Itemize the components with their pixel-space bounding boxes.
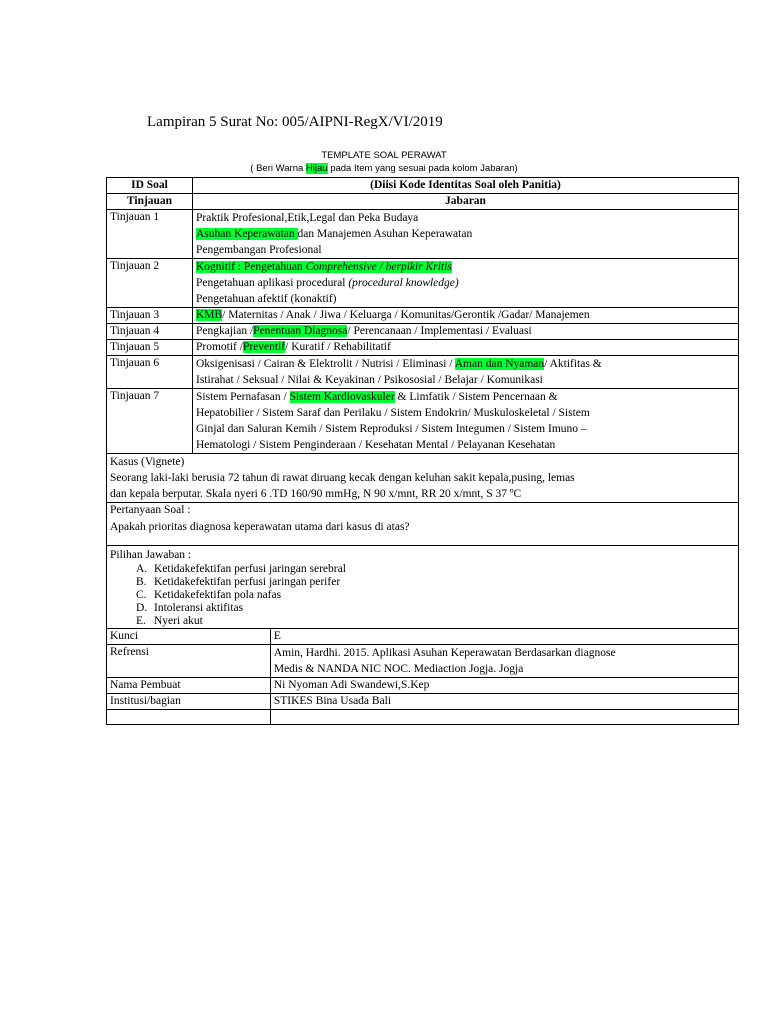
refrensi-line1: Amin, Hardhi. 2015. Aplikasi Asuhan Keperawatan Berdasarkan diagnose [273, 647, 616, 659]
refrensi-line2: Medis & NANDA NIC NOC. Mediaction Jogja. Jogja [273, 663, 524, 675]
t3-highlight: KMB [196, 309, 223, 321]
id-soal-value: (Diisi Kode Identitas Soal oleh Panitia) [193, 178, 739, 194]
id-soal-label: ID Soal [107, 178, 193, 194]
pertanyaan-content [107, 503, 739, 546]
pembuat-value: Ni Nyoman Adi Swandewi,S.Kep [270, 678, 738, 694]
institusi-value: STIKES Bina Usada Bali [270, 694, 738, 710]
pilihan-label: Pilihan Jawaban : [110, 549, 192, 561]
row-tinjauan-5 [107, 340, 739, 356]
t2-line2 [196, 275, 735, 291]
t7-line1 [196, 389, 735, 405]
t1-highlight: Asuhan Keperawatan [196, 228, 298, 240]
kunci-value: E [270, 629, 738, 645]
t6-highlight: Aman dan Nyaman [454, 358, 545, 370]
tinjauan-2-content [193, 259, 739, 308]
option-b-text: Ketidakefektifan perfusi jaringan perifer [154, 576, 341, 588]
tinjauan-7-content [193, 389, 739, 454]
row-institusi [107, 694, 739, 710]
answer-options [110, 563, 735, 628]
option-d-letter: D. [136, 602, 148, 614]
row-id-soal [107, 178, 739, 194]
row-tinjauan-3 [107, 308, 739, 324]
option-d-text: Intoleransi aktifitas [154, 602, 244, 614]
row-pembuat [107, 678, 739, 694]
pertanyaan-text: Apakah prioritas diagnosa keperawatan utama dari kasus di atas? [110, 521, 410, 533]
row-tinjauan-7 [107, 389, 739, 454]
t7-line2: Hepatobilier / Sistem Saraf dan Perilaku / Sistem Endokrin/ Muskuloskeletal / Sistem [196, 407, 590, 419]
row-pilihan [107, 546, 739, 629]
t7-highlight: Sistem Kardiovaskuler [289, 391, 395, 403]
tinjauan-header: Tinjauan [107, 194, 193, 210]
tinjauan-1-content [193, 210, 739, 259]
t5-highlight: Preventif [242, 341, 286, 353]
kasus-line2: dan kepala berputar. Skala nyeri 6 .TD 160/90 mmHg, N 90 x/mnt, RR 20 x/mnt, S 37 ºC [110, 488, 522, 500]
option-a-text: Ketidakefektifan perfusi jaringan serebral [154, 563, 346, 575]
note-highlight: Hijau [305, 163, 328, 174]
tinjauan-1-label: Tinjauan 1 [107, 210, 193, 259]
t6-line1 [196, 356, 735, 372]
t5-post: / Kuratif / Rehabilitatif [285, 341, 391, 353]
pembuat-label: Nama Pembuat [107, 678, 271, 694]
t4-post: / Perencanaan / Implementasi / Evaluasi [347, 325, 532, 337]
row-tinjauan-1 [107, 210, 739, 259]
row-kasus [107, 454, 739, 503]
row-tinjauan-6 [107, 356, 739, 389]
option-c-text: Ketidakefektifan pola nafas [154, 589, 282, 601]
t4-highlight: Penentuan Diagnosa [253, 325, 348, 337]
t1-line2-rest: dan Manajemen Asuhan Keperawatan [297, 228, 473, 240]
option-c-letter: C. [136, 589, 147, 601]
kasus-label: Kasus (Vignete) [110, 456, 185, 468]
tinjauan-4-content [193, 324, 739, 340]
tinjauan-5-content [193, 340, 739, 356]
question-template-table [106, 177, 739, 725]
option-a-letter: A. [136, 563, 148, 575]
letter-reference: Lampiran 5 Surat No: 005/AIPNI-RegX/VI/2019 [147, 114, 443, 130]
row-header [107, 194, 739, 210]
row-empty [107, 710, 739, 725]
row-tinjauan-4 [107, 324, 739, 340]
t2-line1 [196, 259, 735, 275]
option-b [136, 576, 735, 589]
kasus-line1: Seorang laki-laki berusia 72 tahun di rawat diruang kecak dengan keluhan sakit kepala,pusing, lemas [110, 472, 575, 484]
option-d [136, 602, 735, 615]
option-e-text: Nyeri akut [154, 615, 203, 627]
refrensi-label: Refrensi [107, 645, 271, 678]
row-tinjauan-2 [107, 259, 739, 308]
template-note [0, 163, 768, 174]
row-pertanyaan [107, 503, 739, 546]
empty-label-cell [107, 710, 271, 725]
t1-line1: Praktik Profesional,Etik,Legal dan Peka Budaya [196, 212, 419, 224]
t5-pre: Promotif / [196, 341, 243, 353]
tinjauan-3-label: Tinjauan 3 [107, 308, 193, 324]
t2-line2-a: Pengetahuan aplikasi procedural [196, 277, 349, 289]
note-post: pada Item yang sesuai pada kolom Jabaran) [327, 163, 518, 174]
t2-line2-b: (procedural knowledge) [348, 277, 459, 289]
t1-line2 [196, 226, 735, 242]
row-refrensi [107, 645, 739, 678]
option-a [136, 563, 735, 576]
tinjauan-3-content [193, 308, 739, 324]
tinjauan-6-label: Tinjauan 6 [107, 356, 193, 389]
empty-value-cell [270, 710, 738, 725]
t6-pre: Oksigenisasi / Cairan & Elektrolit / Nutrisi / Eliminasi / [196, 358, 455, 370]
t7-post: & Limfatik / Sistem Pencernaan & [394, 391, 558, 403]
option-c [136, 589, 735, 602]
t4-pre: Pengkajian / [196, 325, 254, 337]
t7-pre: Sistem Pernafasan / [196, 391, 290, 403]
tinjauan-7-label: Tinjauan 7 [107, 389, 193, 454]
refrensi-value [270, 645, 738, 678]
kasus-content [107, 454, 739, 503]
pilihan-content [107, 546, 739, 629]
t2-highlight-b: Comprehensive / berpikir Kritis [305, 261, 452, 273]
option-e [136, 615, 735, 628]
tinjauan-6-content [193, 356, 739, 389]
t3-rest: / Maternitas / Anak / Jiwa / Keluarga / Komunitas/Gerontik /Gadar/ Manajemen [222, 309, 590, 321]
option-e-letter: E. [136, 615, 146, 627]
tinjauan-4-label: Tinjauan 4 [107, 324, 193, 340]
note-pre: ( Beri Warna [250, 163, 306, 174]
t6-post: / Aktifitas & [544, 358, 602, 370]
tinjauan-5-label: Tinjauan 5 [107, 340, 193, 356]
t7-line4: Hematologi / Sistem Penginderaan / Kesehatan Mental / Pelayanan Kesehatan [196, 439, 556, 451]
jabaran-header: Jabaran [193, 194, 739, 210]
template-title: TEMPLATE SOAL PERAWAT [321, 150, 447, 161]
option-b-letter: B. [136, 576, 147, 588]
t2-line3: Pengetahuan afektif (konaktif) [196, 293, 337, 305]
t6-line2: Istirahat / Seksual / Nilai & Keyakinan / Psikososial / Belajar / Komunikasi [196, 374, 543, 386]
t2-highlight-a: Kognitif : Pengetahuan [196, 261, 306, 273]
tinjauan-2-label: Tinjauan 2 [107, 259, 193, 308]
pertanyaan-label: Pertanyaan Soal : [110, 504, 191, 516]
t1-line3: Pengembangan Profesional [196, 244, 322, 256]
institusi-label: Institusi/bagian [107, 694, 271, 710]
row-kunci [107, 629, 739, 645]
kunci-label: Kunci [107, 629, 271, 645]
t7-line3: Ginjal dan Saluran Kemih / Sistem Reproduksi / Sistem Integumen / Sistem Imuno – [196, 423, 587, 435]
